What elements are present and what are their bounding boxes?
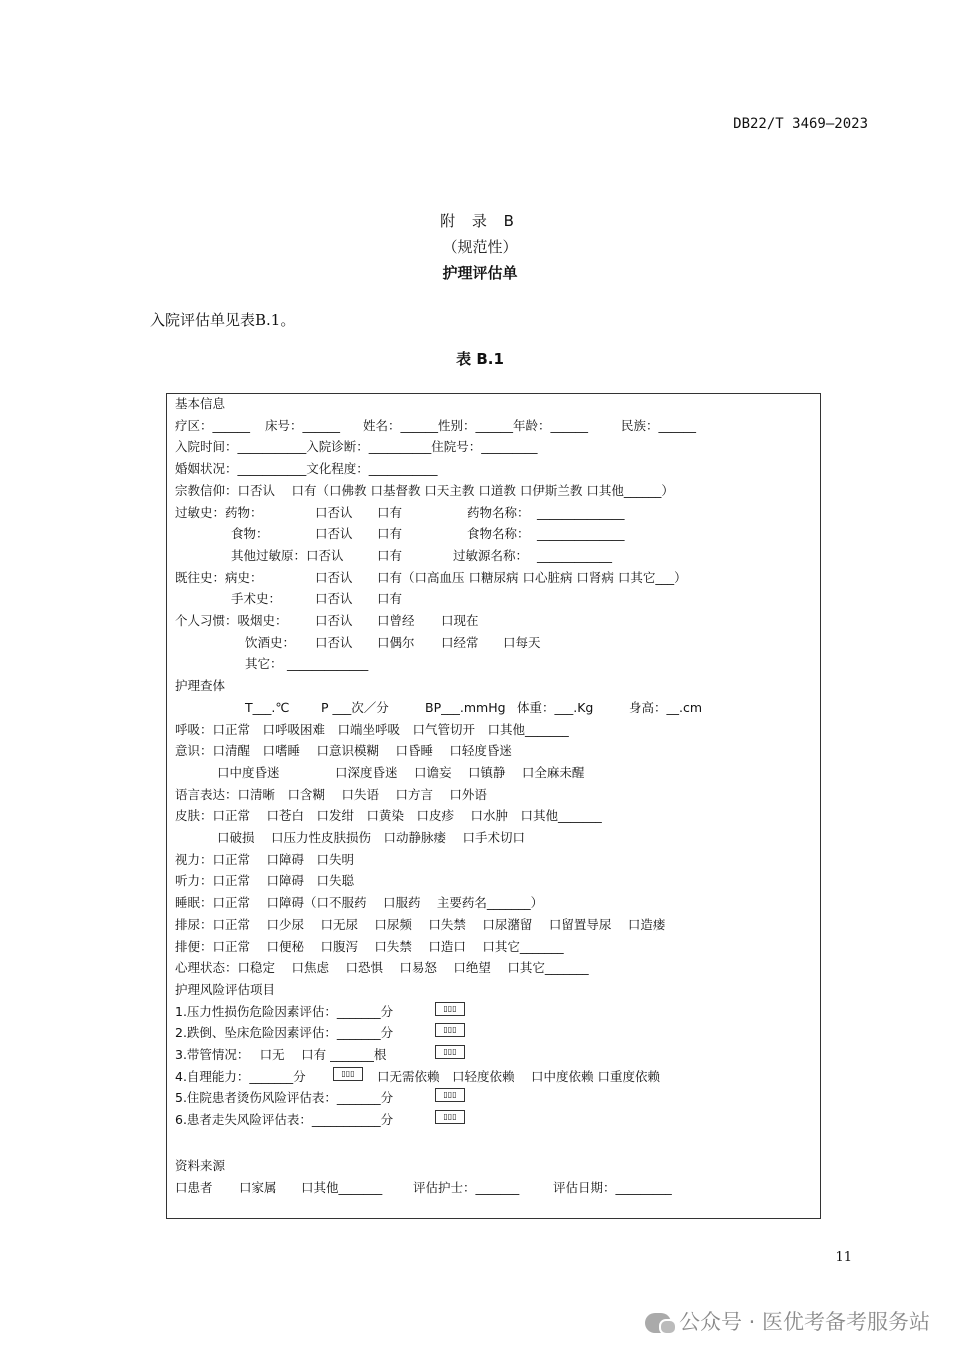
bp-field: BP___.mmHg — [425, 699, 506, 715]
drinking-daily: 口每天 — [503, 634, 541, 650]
drinking-deny: 口否认 — [315, 634, 353, 650]
risk-label: 6.患者走失风险评估表：___________分 — [175, 1112, 394, 1128]
watermark — [645, 1306, 930, 1336]
score-box: ▯▯▯ — [435, 1023, 465, 1037]
consciousness-options-2: 口深度昏迷 口谵妄 口镇静 口全麻未醒 — [335, 764, 585, 780]
appendix-title: 附 录 B — [440, 212, 520, 230]
table-title: 表 B.1 — [456, 350, 504, 368]
section-basic-info: 基本信息 — [175, 396, 226, 411]
name-gender-age-field: 姓名：______性别：______年龄：______ — [363, 417, 589, 433]
allergy-food-yes: 口有 — [377, 526, 403, 542]
surgery-yes: 口有 — [377, 591, 403, 607]
pulse-field: P ___次／分 — [321, 699, 389, 715]
self-care-label: 4.自理能力：_______分 — [175, 1068, 306, 1084]
assessment-form — [166, 393, 821, 1219]
allergen-name-blank: ____________ — [537, 547, 612, 563]
other-allergen-label: 其他过敏原：口否认 — [231, 547, 344, 563]
score-box: ▯▯▯ — [435, 1088, 465, 1102]
history-label: 既往史：病史： — [175, 569, 263, 585]
risk-label: 1.压力性损伤危险因素评估：_______分 — [175, 1003, 394, 1019]
ethnicity-field: 民族：______ — [621, 417, 697, 433]
surgery-deny: 口否认 — [315, 591, 353, 607]
allergy-drug-yes: 口有 — [377, 504, 403, 520]
assessing-nurse: 评估护士：_______ — [413, 1180, 520, 1195]
sleep-row: 睡眠：口正常 口障碍（口不服药 口服药 主要药名_______） — [175, 895, 544, 911]
bed-field: 床号：______ — [265, 417, 341, 433]
religion-row: 宗教信仰：口否认 口有（口佛教 口基督教 口天主教 口道教 口伊斯兰教 口其他______） — [175, 482, 674, 498]
ward-field: 疗区：______ — [175, 417, 251, 433]
self-care-options: 口无需依赖 口轻度依赖 口中度依赖 口重度依赖 — [377, 1068, 660, 1084]
moderate-coma-option: 口中度昏迷 — [217, 764, 280, 780]
habits-other-label: 其它： — [245, 656, 283, 672]
source-other: 口其他_______ — [301, 1180, 383, 1195]
drinking-occasional: 口偶尔 — [377, 634, 415, 650]
habits-label: 个人习惯：吸烟史： — [175, 613, 288, 628]
urination-row: 排尿：口正常 口少尿 口无尿 口尿频 口失禁 口尿潴留 口留置导尿 口造瘘 — [175, 916, 666, 932]
language-row: 语言表达：口清晰 口含糊 口失语 口方言 口外语 — [175, 786, 487, 802]
hearing-row: 听力：口正常 口障碍 口失聪 — [175, 873, 354, 889]
risk-label: 3.带管情况： 口无 口有 _______根 — [175, 1047, 387, 1062]
drug-name-blank: ______________ — [537, 504, 625, 520]
appendix-name: 护理评估单 — [442, 264, 518, 282]
source-family: 口家属 — [239, 1180, 277, 1195]
smoking-former: 口曾经 — [377, 613, 415, 628]
risk-label: 5.住院患者烫伤风险评估表：_______分 — [175, 1090, 394, 1106]
surgery-label: 手术史： — [231, 591, 282, 607]
temperature-field: T___.℃ — [245, 699, 290, 715]
weight-field: 体重：___.Kg — [517, 699, 594, 715]
vision-row: 视力：口正常 口障碍 口失明 — [175, 851, 354, 867]
skin-row-2: 口破损 口压力性皮肤损伤 口动静脉瘘 口手术切口 — [217, 830, 525, 845]
psychology-row: 心理状态：口稳定 口焦虑 口恐惧 口易怒 口绝望 口其它_______ — [175, 960, 589, 976]
marital-row: 婚姻状况：___________文化程度：___________ — [175, 461, 438, 477]
smoking-current: 口现在 — [441, 613, 479, 628]
page-number: 11 — [835, 1250, 852, 1265]
history-yes-options: 口有（口高血压 口糖尿病 口心脏病 口肾病 口其它___） — [377, 569, 687, 585]
smoking-deny: 口否认 — [315, 613, 353, 628]
source-patient: 口患者 — [175, 1180, 213, 1195]
allergy-drug-deny: 口否认 — [315, 504, 353, 520]
score-box: ▯▯▯ — [435, 1110, 465, 1124]
appendix-type: （规范性） — [442, 238, 518, 256]
food-name-label: 食物名称： — [467, 526, 530, 542]
allergen-name-label: 过敏源名称： — [453, 547, 529, 563]
allergy-food-deny: 口否认 — [315, 526, 353, 542]
assessment-date: 评估日期：_________ — [553, 1180, 672, 1195]
intro-text: 入院评估单见表B.1。 — [150, 311, 296, 329]
watermark-text: 公众号 · 医优考备考服务站 — [678, 1310, 930, 1334]
respiration-row: 呼吸：口正常 口呼吸困难 口端坐呼吸 口气管切开 口其他_______ — [175, 721, 569, 737]
risk-label: 2.跌倒、坠床危险因素评估：_______分 — [175, 1025, 394, 1041]
skin-row: 皮肤：口正常 口苍白 口发绀 口黄染 口皮疹 口水肿 口其他_______ — [175, 808, 602, 824]
wechat-icon — [645, 1313, 671, 1333]
standard-number: DB22/T 3469—2023 — [733, 116, 868, 132]
allergy-label: 过敏史：药物： — [175, 504, 263, 520]
score-box: ▯▯▯ — [435, 1002, 465, 1016]
history-deny: 口否认 — [315, 569, 353, 585]
food-name-blank: ______________ — [537, 526, 625, 542]
section-data-source: 资料来源 — [175, 1158, 226, 1173]
section-physical-exam: 护理查体 — [175, 678, 226, 694]
drinking-often: 口经常 — [441, 634, 479, 650]
drug-name-label: 药物名称： — [467, 504, 530, 520]
allergy-other-yes: 口有 — [377, 547, 403, 563]
drinking-label: 饮酒史： — [245, 634, 296, 650]
height-field: 身高：__.cm — [629, 699, 703, 715]
score-box: ▯▯▯ — [333, 1067, 363, 1081]
habits-other-blank: _____________ — [287, 656, 369, 672]
defecation-row: 排便：口正常 口便秘 口腹泻 口失禁 口造口 口其它_______ — [175, 938, 564, 954]
section-risk-assessment: 护理风险评估项目 — [175, 981, 276, 997]
consciousness-row: 意识：口清醒 口嗜睡 口意识模糊 口昏睡 口轻度昏迷 — [175, 743, 512, 759]
food-label: 食物： — [231, 526, 269, 542]
admission-row: 入院时间：___________入院诊断：__________住院号：_________ — [175, 439, 538, 455]
score-box: ▯▯▯ — [435, 1045, 465, 1059]
